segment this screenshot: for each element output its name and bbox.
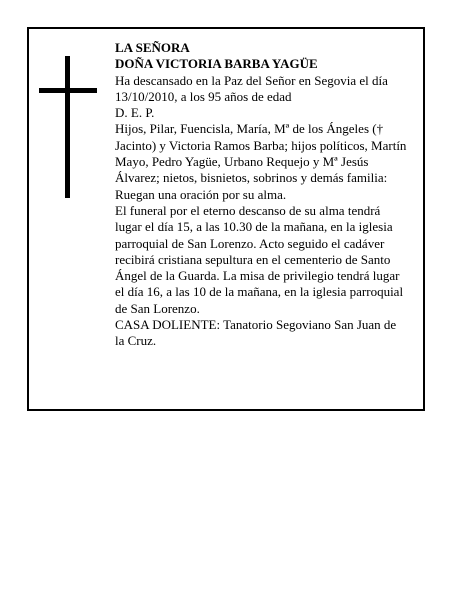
body-line: recibirá cristiana sepultura en el cementerio de Santo bbox=[115, 251, 391, 267]
body-line: lugar el día 15, a las 10.30 de la mañana, en la iglesia bbox=[115, 219, 393, 235]
body-line: 13/10/2010, a los 95 años de edad bbox=[115, 88, 292, 104]
body-line: Álvarez; nietos, bisnietos, sobrinos y demás familia: bbox=[115, 170, 388, 186]
body-line: parroquial de San Lorenzo. Acto seguido el cadáver bbox=[115, 235, 385, 251]
body-line: CASA DOLIENTE: Tanatorio Segoviano San Juan de bbox=[115, 317, 397, 333]
heading-title: LA SEÑORA bbox=[115, 40, 190, 55]
latin-cross-icon bbox=[39, 56, 97, 198]
body-line: D. E. P. bbox=[115, 105, 155, 121]
body-line: Hijos, Pilar, Fuencisla, María, Mª de los Ángeles († bbox=[115, 121, 384, 137]
deceased-name: DOÑA VICTORIA BARBA YAGÜE bbox=[115, 56, 318, 72]
body-line: el día 16, a las 10 de la mañana, en la iglesia parroquial bbox=[115, 284, 404, 300]
obituary-notice-frame bbox=[27, 27, 425, 411]
body-line: Mayo, Pedro Yagüe, Urbano Requejo y Mª Jesús bbox=[115, 154, 369, 170]
cross-vertical-bar bbox=[65, 56, 70, 198]
cross-horizontal-bar bbox=[39, 88, 97, 93]
body-line: Jacinto) y Victoria Ramos Barba; hijos políticos, Martín bbox=[115, 137, 407, 153]
obituary-text-block bbox=[115, 40, 421, 350]
body-line: El funeral por el eterno descanso de su alma tendrá bbox=[115, 202, 381, 218]
body-line: Ángel de la Guarda. La misa de privilegio tendrá lugar bbox=[115, 268, 400, 284]
body-line: de San Lorenzo. bbox=[115, 300, 200, 316]
body-line: Ruegan una oración por su alma. bbox=[115, 186, 287, 202]
body-line: la Cruz. bbox=[115, 333, 157, 349]
body-line: Ha descansado en la Paz del Señor en Segovia el día bbox=[115, 72, 388, 88]
